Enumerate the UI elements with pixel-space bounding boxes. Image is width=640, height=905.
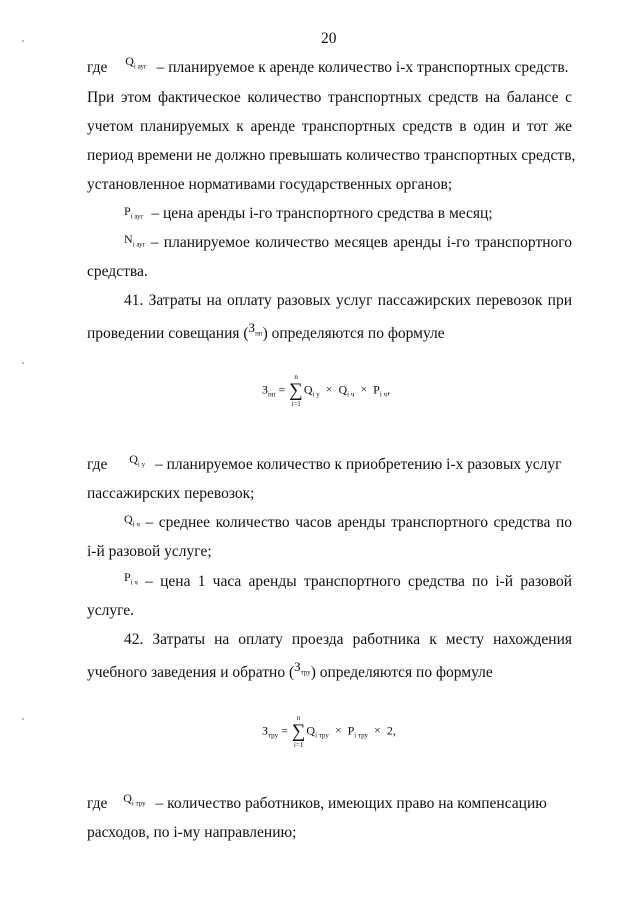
formula-term-sub: i ч bbox=[379, 390, 388, 399]
word-gde: где bbox=[87, 456, 108, 473]
formula-comma: , bbox=[387, 382, 391, 397]
text-line bbox=[87, 791, 572, 814]
formula-term: P bbox=[347, 723, 355, 738]
formula-lhs-sub: пп bbox=[268, 390, 276, 399]
formula-term: Q bbox=[303, 382, 313, 397]
paragraph-42-line: 42. Затраты на оплату проезда работника к месту нахождения bbox=[124, 631, 572, 648]
text-line: период времени не должно превышать количество транспортных средств, bbox=[87, 147, 576, 164]
text-fragment: проведении совещания ( bbox=[87, 325, 249, 342]
formula-eq: = bbox=[278, 382, 286, 397]
formula-comma: , bbox=[392, 723, 396, 738]
scan-mark bbox=[22, 718, 24, 720]
sum-lower-limit: i=1 bbox=[293, 741, 304, 749]
formula-term: 2 bbox=[386, 723, 393, 738]
text-line bbox=[87, 320, 445, 344]
symbol-z-pp: $З_{пп}$ bbox=[248, 320, 263, 338]
text-line bbox=[87, 659, 493, 683]
formula-times: × bbox=[325, 382, 333, 397]
text-fragment: учебного заведения и обратно ( bbox=[87, 664, 295, 681]
symbol-q-iaug: $Q_{i ауг}$ bbox=[125, 54, 147, 71]
text-fragment: ) определяются по формуле bbox=[262, 325, 445, 342]
text-line: i-й разовой услуге; bbox=[87, 543, 212, 560]
text-line: При этом фактическое количество транспортных средств на балансе с bbox=[87, 89, 572, 106]
symbol-q-iy: $Q_{i у}$ bbox=[129, 452, 146, 469]
formula-term-sub: i ч bbox=[347, 390, 355, 399]
text-line: средства. bbox=[87, 263, 148, 280]
text-line: расходов, по i-му направлению; bbox=[87, 824, 297, 841]
text-fragment: ) определяются по формуле bbox=[310, 664, 493, 681]
formula-term: Q bbox=[338, 382, 348, 397]
sum-upper-limit: n bbox=[294, 373, 298, 381]
sum-lower-limit: i=1 bbox=[291, 400, 301, 408]
formula-z-tru bbox=[262, 714, 396, 749]
formula-eq: = bbox=[281, 723, 288, 738]
symbol-z-tru: $З_{тру}$ bbox=[294, 659, 311, 677]
text-line bbox=[124, 572, 572, 592]
formula-term: P bbox=[373, 382, 380, 397]
paragraph-41-line: 41. Затраты на оплату разовых услуг пассажирских перевозок при bbox=[124, 292, 572, 309]
sum-upper-limit: n bbox=[296, 714, 301, 722]
sum-sigma: ∑ n i=1 bbox=[289, 373, 303, 408]
definition-text: – среднее количество часов аренды транспортного средства по bbox=[145, 514, 573, 531]
definition-text: – планируемое количество месяцев аренды i-го транспортного bbox=[150, 234, 572, 251]
text-line bbox=[87, 54, 572, 78]
text-line bbox=[124, 204, 493, 224]
scan-mark bbox=[22, 362, 24, 364]
sum-sigma: ∑ n i=1 bbox=[291, 714, 306, 749]
symbol-p-ich: $P_{i ч}$ bbox=[124, 570, 138, 587]
text-line: услуге. bbox=[87, 602, 135, 619]
formula-lhs-sub: тру bbox=[268, 731, 279, 740]
formula-term-sub: i тру bbox=[354, 731, 369, 740]
formula-term: Q bbox=[306, 723, 316, 738]
text-line bbox=[124, 513, 572, 533]
symbol-q-itru: $Q_{i тру}$ bbox=[123, 791, 146, 808]
symbol-n-iaug: $N_{i ауг}$ bbox=[124, 232, 146, 249]
formula-times: × bbox=[374, 723, 381, 738]
definition-text: – цена аренды i-го транспортного средства в месяц; bbox=[151, 205, 493, 222]
symbol-q-ich: $Q_{i ч}$ bbox=[124, 512, 140, 529]
formula-times: × bbox=[334, 723, 342, 738]
text-line: учетом планируемых к аренде транспортных средств в один и тот же bbox=[87, 118, 572, 135]
text-line bbox=[124, 233, 572, 253]
text-line: установленное нормативами государственных органов; bbox=[87, 176, 453, 193]
definition-text: – количество работников, имеющих право на компенсацию bbox=[155, 795, 547, 812]
text-line: пассажирских перевозок; bbox=[87, 485, 255, 502]
definition-text: – планируемое количество к приобретению i-х разовых услуг bbox=[154, 456, 562, 473]
symbol-p-iaug: $P_{i ауг}$ bbox=[124, 204, 144, 221]
formula-term-sub: i тру bbox=[315, 731, 329, 740]
formula-times: × bbox=[360, 382, 368, 397]
definition-text: – цена 1 часа аренды транспортного средства по i-й разовой bbox=[145, 573, 572, 590]
page-number: 20 bbox=[321, 30, 337, 47]
text-line bbox=[87, 452, 572, 475]
definition-text: – планируемое к аренде количество i-х транспортных средств. bbox=[156, 59, 569, 76]
formula-lhs: З bbox=[262, 382, 269, 397]
formula-lhs: З bbox=[262, 723, 269, 738]
formula-z-pp bbox=[262, 373, 391, 408]
scan-mark bbox=[22, 40, 24, 42]
word-gde: где bbox=[87, 795, 108, 812]
word-gde: где bbox=[87, 59, 108, 76]
formula-term-sub: i у bbox=[312, 390, 320, 399]
